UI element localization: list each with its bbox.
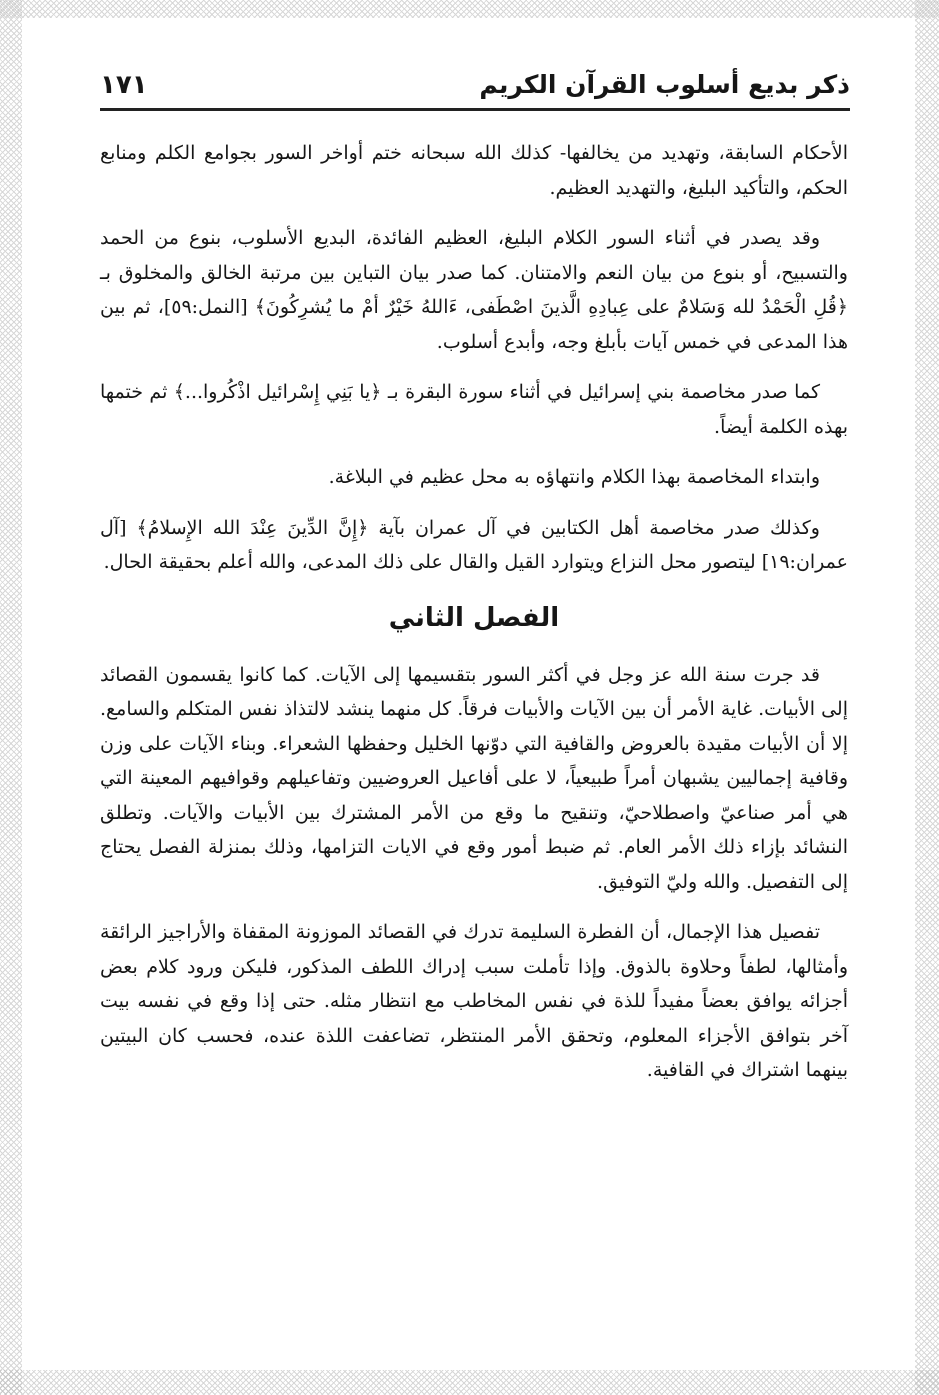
paragraph-3: كما صدر مخاصمة بني إسرائيل في أثناء سورة البقرة بـ ﴿يا بَنِي إِسْرائيل اذْكُروا...﴾ ثم ختمها بهذه الكلمة أيضاً. xyxy=(100,381,848,438)
decorative-border-right xyxy=(915,0,939,1395)
paragraph-5: وكذلك صدر مخاصمة أهل الكتابين في آل عمران بآية ﴿إِنَّ الدِّينَ عِنْدَ الله الإِسلامُ﴾ [آل عمران:١٩] ليتصور محل النزاع ويتوارد القيل والقال على ذلك المدعى، والله أعلم بحقيقة الحال. xyxy=(100,516,848,573)
running-title: ذكر بديع أسلوب القرآن الكريم xyxy=(479,70,850,99)
paragraph-7: تفصيل هذا الإجمال، أن الفطرة السليمة تدرك في القصائد الموزونة المقفاة والأراجيز الرائقة وأمثالها، لطفاً وحلاوة بالذوق. وإذا تأملت سبب إدراك اللطف المذكور، فليكن ورود كلام بعض أجزائه يوافق بعضاً مفيداً للذة في نفس المخاطب مع انتظار مثله. حتى إذا وقع في نفسه بيت آخر بتوافق الأجزاء المعلوم، وتحقق الأمر المنتظر، تضاعفت اللذة عنده، فحسب كان البيتين بينهما اشتراك في القافية. xyxy=(100,921,848,1081)
paragraph-4: وابتداء المخاصمة بهذا الكلام وانتهاؤه به محل عظيم في البلاغة. xyxy=(328,466,820,488)
decorative-border-left xyxy=(0,0,22,1395)
paragraph-2: وقد يصدر في أثناء السور الكلام البليغ، العظيم الفائدة، البديع الأسلوب، بنوع من الحمد والتسبيح، أو بنوع من بيان النعم والامتنان. كما صدر بيان التباين بين مرتبة الخالق والمخلوق بـ ﴿قُلِ الْحَمْدُ لله وَسَلامٌ على عِبادِهِ الَّذينَ اصْطَفى، ءَاللهُ خَيْرٌ أمْ ما يُشرِكُونَ﴾ [النمل:٥٩]، ثم بين هذا المدعى في خمس آيات بأبلغ وجه، وأبدع أسلوب. xyxy=(100,227,848,353)
decorative-border-bottom xyxy=(0,1370,939,1395)
page-header xyxy=(100,64,850,116)
page-number: ١٧١ xyxy=(100,70,148,100)
body-text xyxy=(100,136,848,1104)
header-rule xyxy=(100,108,850,111)
paragraph-6: قد جرت سنة الله عز وجل في أكثر السور بتقسيمها إلى الآيات. كما كانوا يقسمون القصائد إلى الأبيات. غاية الأمر أن بين الآيات والأبيات فرقاً. كل منهما ينشد لالتذاذ نفس المتكلم والسامع. إلا أن الأبيات مقيدة بالعروض والقافية التي دوّنها الخليل وحفظها الشعراء. وبناء الآيات على وزن وقافية إجماليين يشبهان أمراً طبيعياً، لا على أفاعيل العروضيين وتفاعيلهم وقوافيهم المعينة التي هي أمر صناعيّ واصطلاحيّ، وتنقيح ما وقع من الأمر المشترك بين الأبيات والآيات. وتطلق النشائد بإزاء ذلك الأمر العام. ثم ضبط أمور وقع في الايات التزامها، وذلك بمنزلة الفصل يحتاج إلى التفصيل. والله وليّ التوفيق. xyxy=(100,663,848,893)
decorative-border-top xyxy=(0,0,939,18)
section-heading: الفصل الثاني xyxy=(388,602,560,633)
paragraph-1: الأحكام السابقة، وتهديد من يخالفها- كذلك الله سبحانه ختم أواخر السور بجوامع الكلم ومنابع الحكم، والتأكيد البليغ، والتهديد العظيم. xyxy=(100,142,848,199)
